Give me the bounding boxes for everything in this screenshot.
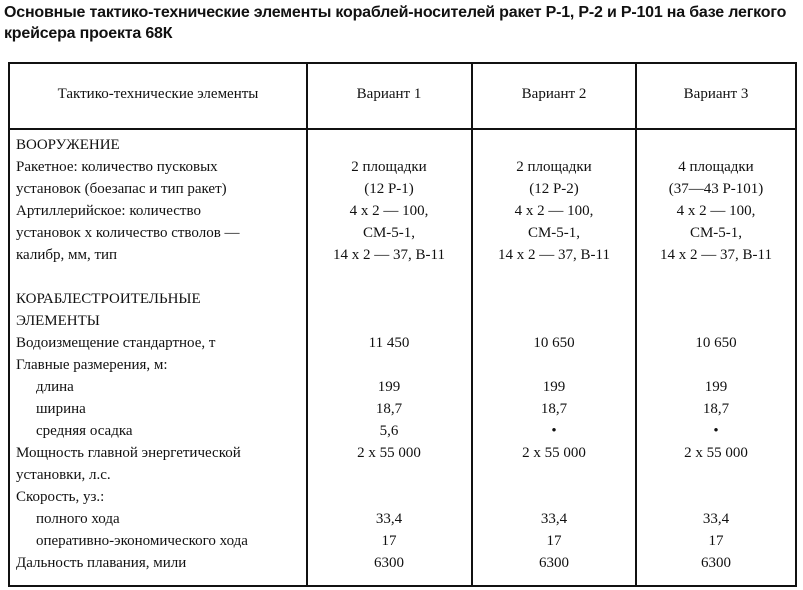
cell-variant-2: 17	[546, 533, 562, 549]
cell-variant-2: 4 х 2 — 100,	[514, 203, 594, 219]
cell-variant-3: 17	[708, 533, 724, 549]
row-label: ЭЛЕМЕНТЫ	[16, 313, 100, 329]
row-label: средняя осадка	[36, 423, 133, 439]
cell-variant-3: 4 площадки	[678, 159, 754, 175]
cell-variant-2: СМ-5-1,	[527, 225, 581, 241]
row-label: Главные размерения, м:	[16, 357, 168, 373]
cell-variant-1: 14 х 2 — 37, В-11	[333, 247, 445, 263]
cell-variant-3: 10 650	[695, 335, 737, 351]
cell-variant-2: (12 Р-2)	[529, 181, 579, 197]
cell-variant-1: 4 х 2 — 100,	[349, 203, 429, 219]
cell-variant-1: 17	[381, 533, 397, 549]
cell-variant-2: 14 х 2 — 37, В-11	[498, 247, 610, 263]
document-title: Основные тактико-технические элементы кораблей-носителей ракет Р-1, Р-2 и Р-101 на базе легкого крейсера проекта 68К	[4, 4, 787, 42]
row-label: полного хода	[36, 511, 120, 527]
cell-variant-2: 18,7	[540, 401, 568, 417]
cell-variant-2: •	[551, 423, 557, 439]
row-label: установок (боезапас и тип ракет)	[16, 181, 227, 197]
cell-variant-3: 33,4	[702, 511, 730, 527]
row-label: установок х количество стволов —	[16, 225, 240, 241]
row-label: ВООРУЖЕНИЕ	[16, 137, 120, 153]
cell-variant-3: 6300	[701, 555, 731, 571]
cell-variant-1: 199	[377, 379, 401, 395]
row-label: калибр, мм, тип	[16, 247, 118, 263]
row-label: КОРАБЛЕСТРОИТЕЛЬНЫЕ	[16, 291, 201, 307]
cell-variant-2: 2 х 55 000	[522, 445, 586, 461]
cell-variant-3: 2 х 55 000	[684, 445, 748, 461]
cell-variant-3: •	[713, 423, 719, 439]
cell-variant-1: (12 Р-1)	[364, 181, 414, 197]
cell-variant-3: 199	[704, 379, 728, 395]
row-label: Дальность плавания, мили	[16, 555, 187, 571]
row-label: оперативно-экономического хода	[36, 533, 248, 549]
cell-variant-1: 33,4	[375, 511, 403, 527]
header-elements: Тактико-технические элементы	[57, 86, 259, 102]
cell-variant-2: 2 площадки	[516, 159, 592, 175]
cell-variant-1: 11 450	[368, 335, 410, 351]
row-label: установки, л.с.	[16, 467, 111, 483]
row-label: Мощность главной энергетической	[16, 445, 241, 461]
cell-variant-2: 6300	[539, 555, 569, 571]
cell-variant-3: 14 х 2 — 37, В-11	[660, 247, 772, 263]
cell-variant-1: 6300	[374, 555, 404, 571]
row-label: ширина	[36, 401, 86, 417]
specs-table	[8, 62, 797, 587]
header-variant-2: Вариант 2	[521, 86, 587, 102]
cell-variant-1: 2 площадки	[351, 159, 427, 175]
cell-variant-2: 10 650	[533, 335, 575, 351]
header-divider	[10, 128, 795, 130]
cell-variant-1: СМ-5-1,	[362, 225, 416, 241]
cell-variant-1: 2 х 55 000	[357, 445, 421, 461]
cell-variant-3: (37—43 Р-101)	[668, 181, 764, 197]
header-variant-3: Вариант 3	[683, 86, 749, 102]
column-divider	[635, 64, 637, 585]
cell-variant-2: 33,4	[540, 511, 568, 527]
row-label: Скорость, уз.:	[16, 489, 105, 505]
row-label: Ракетное: количество пусковых	[16, 159, 218, 175]
row-label: Артиллерийское: количество	[16, 203, 201, 219]
cell-variant-3: 4 х 2 — 100,	[676, 203, 756, 219]
cell-variant-2: 199	[542, 379, 566, 395]
row-label: Водоизмещение стандартное, т	[16, 335, 216, 351]
column-divider	[306, 64, 308, 585]
cell-variant-1: 18,7	[375, 401, 403, 417]
column-divider	[471, 64, 473, 585]
cell-variant-1: 5,6	[379, 423, 399, 439]
cell-variant-3: СМ-5-1,	[689, 225, 743, 241]
row-label: длина	[36, 379, 74, 395]
cell-variant-3: 18,7	[702, 401, 730, 417]
header-variant-1: Вариант 1	[356, 86, 422, 102]
